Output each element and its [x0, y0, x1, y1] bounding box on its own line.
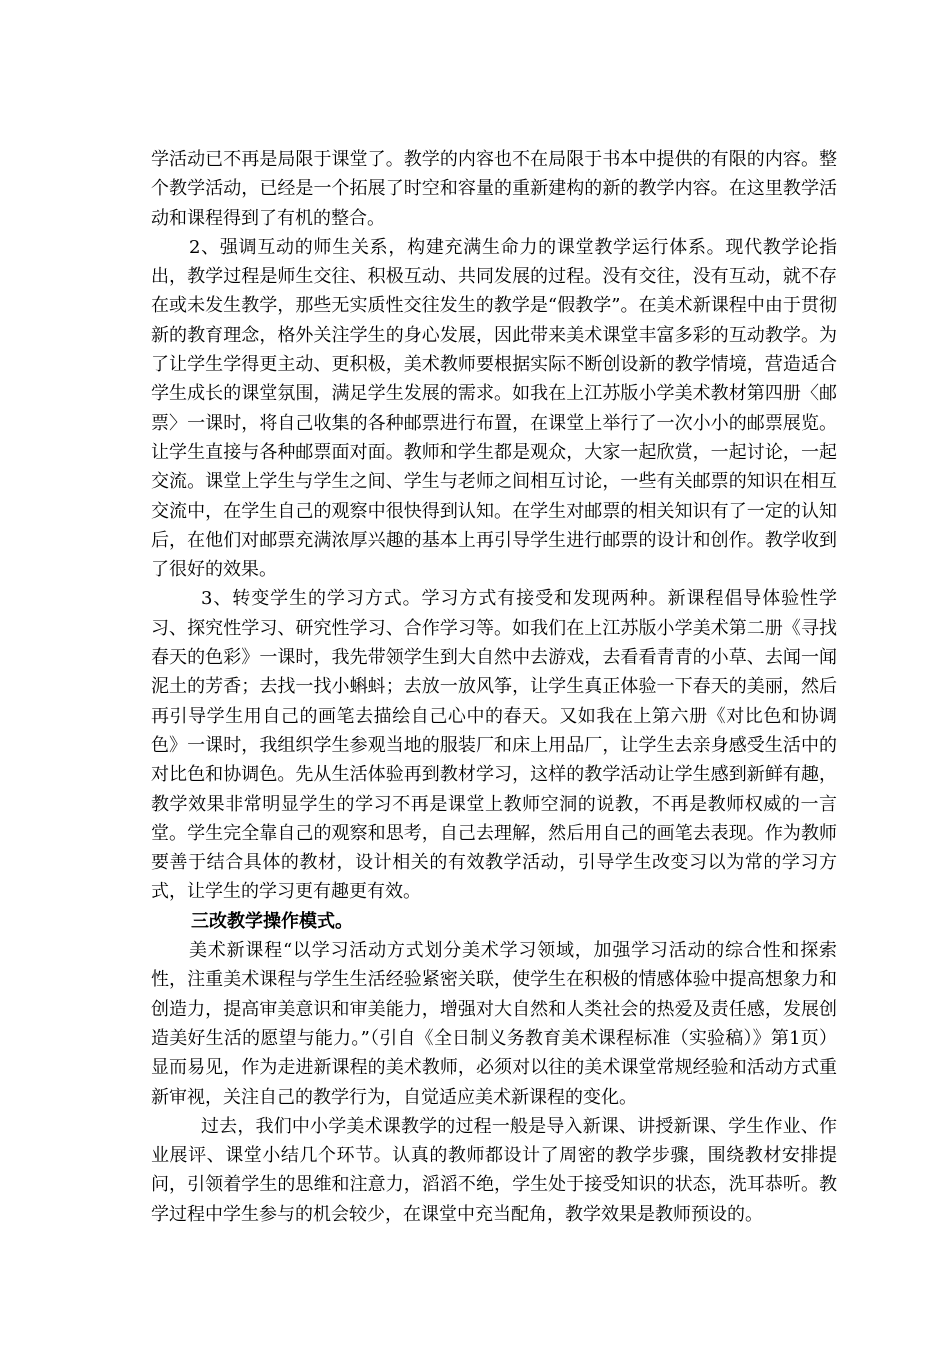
document-page [151, 145, 837, 1229]
paragraph-continuation: 学活动已不再是局限于课堂了。教学的内容也不在局限于书本中提供的有限的内容。整个教学活动，已经是一个拓展了时空和容量的重新建构的新的教学内容。在这里教学活动和课程得到了有机的整合。 [151, 149, 837, 229]
paragraph-new-curriculum: 美术新课程“以学习活动方式划分美术学习领域，加强学习活动的综合性和探索性，注重美术课程与学生生活经验紧密关联，使学生在积极的情感体验中提高想象力和创造力，提高审美意识和审美能力，增强对大自然和人类社会的热爱及责任感，发展创造美好生活的愿望与能力。”（引自《全日制义务教育美术课程标准（实验稿）》第1页）显而易见，作为走进新课程的美术教师，必须对以往的美术课堂常规经验和活动方式重新审视，关注自己的教学行为，自觉适应美术新课程的变化。 [151, 940, 837, 1108]
paragraph-past-teaching: 过去，我们中小学美术课教学的过程一般是导入新课、讲授新课、学生作业、作业展评、课堂小结几个环节。认真的教师都设计了周密的教学步骤，围绕教材安排提问，引领着学生的思维和注意力，滔滔不绝，学生处于接受知识的状态，洗耳恭听。教学过程中学生参与的机会较少，在课堂中充当配角，教学效果是教师预设的。 [151, 1115, 837, 1225]
section-heading: 三改教学操作模式。 [191, 910, 353, 932]
paragraph-point-2: 2、强调互动的师生关系，构建充满生命力的课堂教学运行体系。现代教学论指出，教学过程是师生交往、积极互动、共同发展的过程。没有交往，没有互动，就不存在或未发生教学，那些无实质性交往发生的教学是“假教学”。在美术新课程中由于贯彻新的教育理念，格外关注学生的身心发展，因此带来美术课堂丰富多彩的互动教学。为了让学生学得更主动、更积极，美术教师要根据实际不断创设新的教学情境，营造适合学生成长的课堂氛围，满足学生发展的需求。如我在上江苏版小学美术教材第四册〈邮票〉一课时，将自己收集的各种邮票进行布置，在课堂上举行了一次小小的邮票展览。让学生直接与各种邮票面对面。教师和学生都是观众，大家一起欣赏，一起讨论，一起交流。课堂上学生与学生之间、学生与老师之间相互讨论，一些有关邮票的知识在相互交流中，在学生自己的观察中很快得到认知。在学生对邮票的相关知识有了一定的认知后，在他们对邮票充满浓厚兴趣的基本上再引导学生进行邮票的设计和创作。教学收到了很好的效果。 [151, 236, 837, 581]
paragraph-point-3: 3、转变学生的学习方式。学习方式有接受和发现两种。新课程倡导体验性学习、探究性学习、研究性学习、合作学习等。如我们在上江苏版小学美术第二册《寻找春天的色彩》一课时，我先带领学生到大自然中去游戏，去看看青青的小草、去闻一闻泥土的芳香；去找一找小蝌蚪；去放一放风筝，让学生真正体验一下春天的美丽，然后再引导学生用自己的画笔去描绘自己心中的春天。又如我在上第六册《对比色和协调色》一课时，我组织学生参观当地的服装厂和床上用品厂，让学生去亲身感受生活中的对比色和协调色。先从生活体验再到教材学习，这样的教学活动让学生感到新鲜有趣，教学效果非常明显学生的学习不再是课堂上教师空洞的说教，不再是教师权威的一言堂。学生完全靠自己的观察和思考，自己去理解，然后用自己的画笔去表现。作为教师要善于结合具体的教材，设计相关的有效教学活动，引导学生改变习以为常的学习方式，让学生的学习更有趣更有效。 [151, 588, 837, 903]
